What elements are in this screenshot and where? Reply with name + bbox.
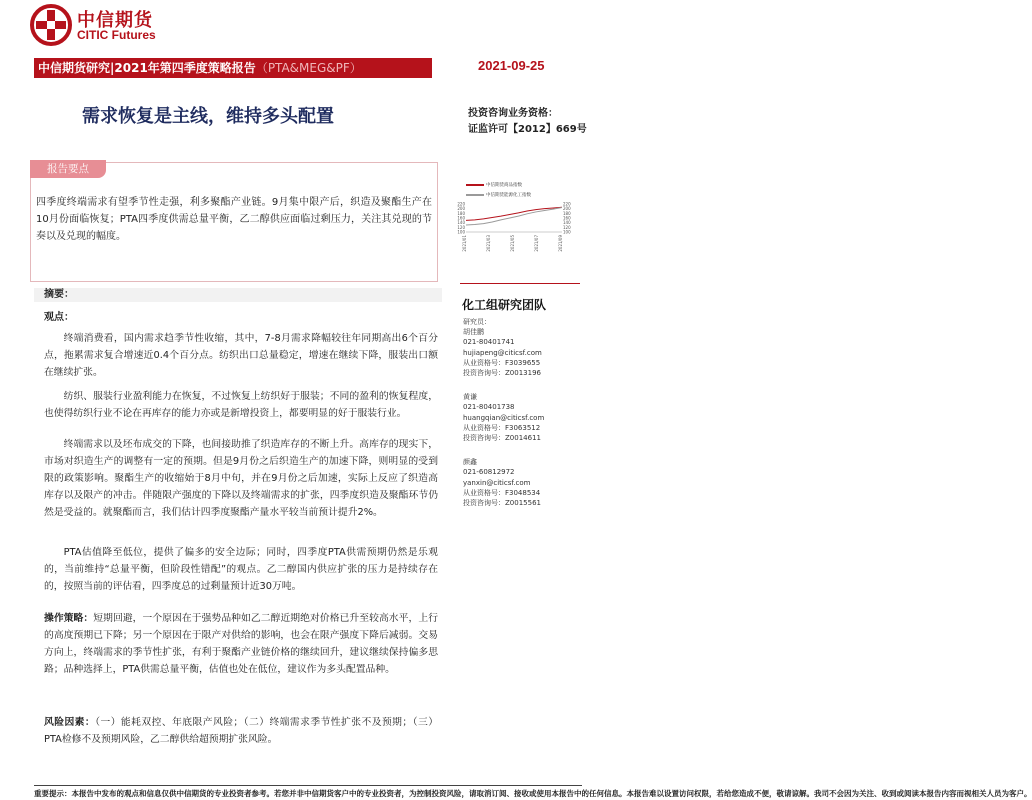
chart-y-tick-label: 160: [457, 215, 465, 221]
logo-name-cn: 中信期货: [77, 10, 153, 31]
legend-commodity-index: 中信期货商品指数: [486, 183, 522, 188]
analyst-consult: 投资咨询号：Z0014611: [463, 434, 541, 443]
body-paragraph: PTA估值降至低位，提供了偏多的安全边际；同时，四季度PTA供需预期仍然是乐观的，当前维持“总量平衡，但阶段性错配”的观点。乙二醇国内供应扩张的压力是持续存在的，按照当前的评估看，四季度总的过剩量预计近30万吨。: [44, 547, 438, 592]
analyst-name: 胡佳鹏: [463, 328, 484, 337]
strategy-text: 短期回避，一个原因在于强势品种如乙二醇近期绝对价格已升至较高水平，上行的高度预期已下降；另一个原因在于限产对供给的影响，也会在限产强度下降后减弱。交易方向上，终端需求的季节性扩张，有利于聚酯产业链价格的继续回升，建议继续保持偏多思路；品种选择上，PTA供需总量平衡，估值也处在低位，建议作为多头配置品种。: [44, 613, 439, 675]
chart-y-tick-label: 180: [457, 210, 465, 216]
analyst-email[interactable]: hujiapeng@citicsf.com: [463, 348, 542, 357]
qualification-line1: 投资咨询业务资格：: [468, 108, 558, 119]
qualification: [468, 106, 587, 138]
view-heading: 观点：: [44, 312, 74, 323]
chart-y-tick-label: 100: [457, 229, 465, 235]
citic-logo: [30, 4, 190, 46]
analyst-list: [463, 317, 544, 512]
analyst-license: 从业资格号：F3048534: [463, 488, 541, 497]
report-subject: （PTA&MEG&PF）: [255, 61, 362, 75]
logo-name-en: CITIC Futures: [77, 28, 156, 42]
report-title: 2021年第四季度策略报告: [114, 61, 256, 75]
chart-y-tick-label: 120: [563, 224, 571, 230]
body-paragraph: 终端消费看，国内需求趋季节性收缩，其中，7-8月需求降幅较往年同期高出6个百分点，拖累需求复合增速近0.4个百分点。纺织出口总量稳定，增速在继续下降，服装出口额在继续扩张。: [44, 333, 438, 378]
analyst-license: 从业资格号：F3063512: [463, 423, 541, 432]
analyst-card: [463, 457, 544, 508]
chart-y-tick-label: 200: [563, 206, 571, 212]
side-divider: [460, 283, 580, 284]
chart-y-tick-label: 140: [563, 220, 571, 226]
analyst-consult: 投资咨询号：Z0015561: [463, 499, 541, 508]
risk-paragraph: [44, 714, 438, 748]
strategy-label: 操作策略：: [44, 613, 94, 624]
chart-x-tick-label: 2021/01: [462, 235, 467, 252]
summary-tab: 报告要点: [30, 160, 106, 178]
analyst-license: 从业资格号：F3039655: [463, 358, 541, 367]
chart-y-tick-label: 160: [563, 215, 571, 221]
index-chart: [452, 170, 578, 266]
chart-x-tick-label: 2021/03: [486, 235, 491, 252]
qualification-line2: 证监许可【2012】669号: [468, 124, 587, 135]
page-title: 需求恢复是主线，维持多头配置: [82, 106, 334, 127]
analyst-phone: 021-80401741: [463, 338, 515, 347]
analyst-consult: 投资咨询号：Z0013196: [463, 369, 541, 378]
analyst-label: 研究员：: [463, 318, 491, 326]
analyst-name: 黄谦: [463, 393, 477, 402]
legend-energy-index: 中信期货能源化工指数: [486, 193, 531, 198]
chart-series-line-1: [466, 208, 562, 226]
report-date: 2021-09-25: [478, 58, 545, 73]
chart-y-tick-label: 100: [563, 229, 571, 235]
risk-label: 风险因素：: [44, 717, 96, 728]
body-paragraph: 终端需求以及坯布成交的下降，也间接助推了织造库存的不断上升。高库存的现实下，市场对织造生产的调整有一定的预期。但是9月份之后织造生产的加速下降，则明显的受到限的政策影响。聚酯生产的收缩始于8月中旬，并在9月份之后加速，实际上反应了织造高库存以及限产的冲击。伴随限产强度的下降以及终端需求的扩张，四季度织造及聚酯环节仍然是受益的。就聚酯而言，我们估计四季度聚酯产量水平较当前预计提升2%。: [44, 439, 438, 518]
analyst-name: 颜鑫: [463, 458, 477, 467]
abstract-heading: 摘要：: [34, 288, 442, 302]
chart-x-tick-label: 2021/05: [510, 235, 515, 252]
team-title: 化工组研究团队: [462, 298, 547, 312]
analyst-email[interactable]: yanxin@citicsf.com: [463, 478, 531, 487]
chart-series-line-0: [466, 207, 562, 220]
chart-y-tick-label: 220: [457, 201, 465, 207]
chart-x-tick-label: 2021/09: [558, 235, 563, 252]
report-series: 中信期货研究: [38, 61, 111, 75]
chart-y-tick-label: 180: [563, 210, 571, 216]
disclaimer: 重要提示：本报告中发布的观点和信息仅供中信期货的专业投资者参考。若您并非中信期货客户中的专业投资者，为控制投资风险，请取消订阅、接收或使用本报告中的任何信息。本报告难以设置访问权限，若给您造成不便，敬请谅解。我司不会因为关注、收到或阅读本报告内容而视相关人员为客户。: [34, 785, 582, 799]
chart-area: [452, 170, 578, 266]
chart-y-tick-label: 120: [457, 224, 465, 230]
report-header-bar: 中信期货研究|2021年第四季度策略报告（PTA&MEG&PF）: [34, 58, 432, 78]
chart-y-tick-label: 220: [563, 201, 571, 207]
analyst-card: [463, 327, 544, 378]
analyst-phone: 021-60812972: [463, 468, 515, 477]
analyst-phone: 021-80401738: [463, 403, 515, 412]
strategy-paragraph: [44, 610, 438, 678]
chart-y-tick-label: 200: [457, 206, 465, 212]
analyst-card: [463, 392, 544, 443]
summary-text: 四季度终端需求有望季节性走强，利多聚酯产业链。9月集中限产后，织造及聚酯生产在10月份面临恢复；PTA四季度供需总量平衡，乙二醇供应面临过剩压力，关注其兑现的节奏以及兑现的幅度。: [36, 197, 432, 242]
risk-text: （一）能耗双控、年底限产风险；（二）终端需求季节性扩张不及预期；（三）PTA检修不及预期风险，乙二醇供给超预期扩张风险。: [44, 717, 438, 745]
body-paragraph: 纺织、服装行业盈利能力在恢复，不过恢复上纺织好于服装；不同的盈利的恢复程度，也使得纺织行业不论在再库存的能力亦或是新增投资上，都要明显的好于服装行业。: [44, 391, 438, 419]
analyst-email[interactable]: huangqian@citicsf.com: [463, 413, 545, 422]
chart-x-tick-label: 2021/07: [534, 235, 539, 252]
chart-y-tick-label: 140: [457, 220, 465, 226]
citic-logo-mark-icon: [30, 4, 72, 46]
